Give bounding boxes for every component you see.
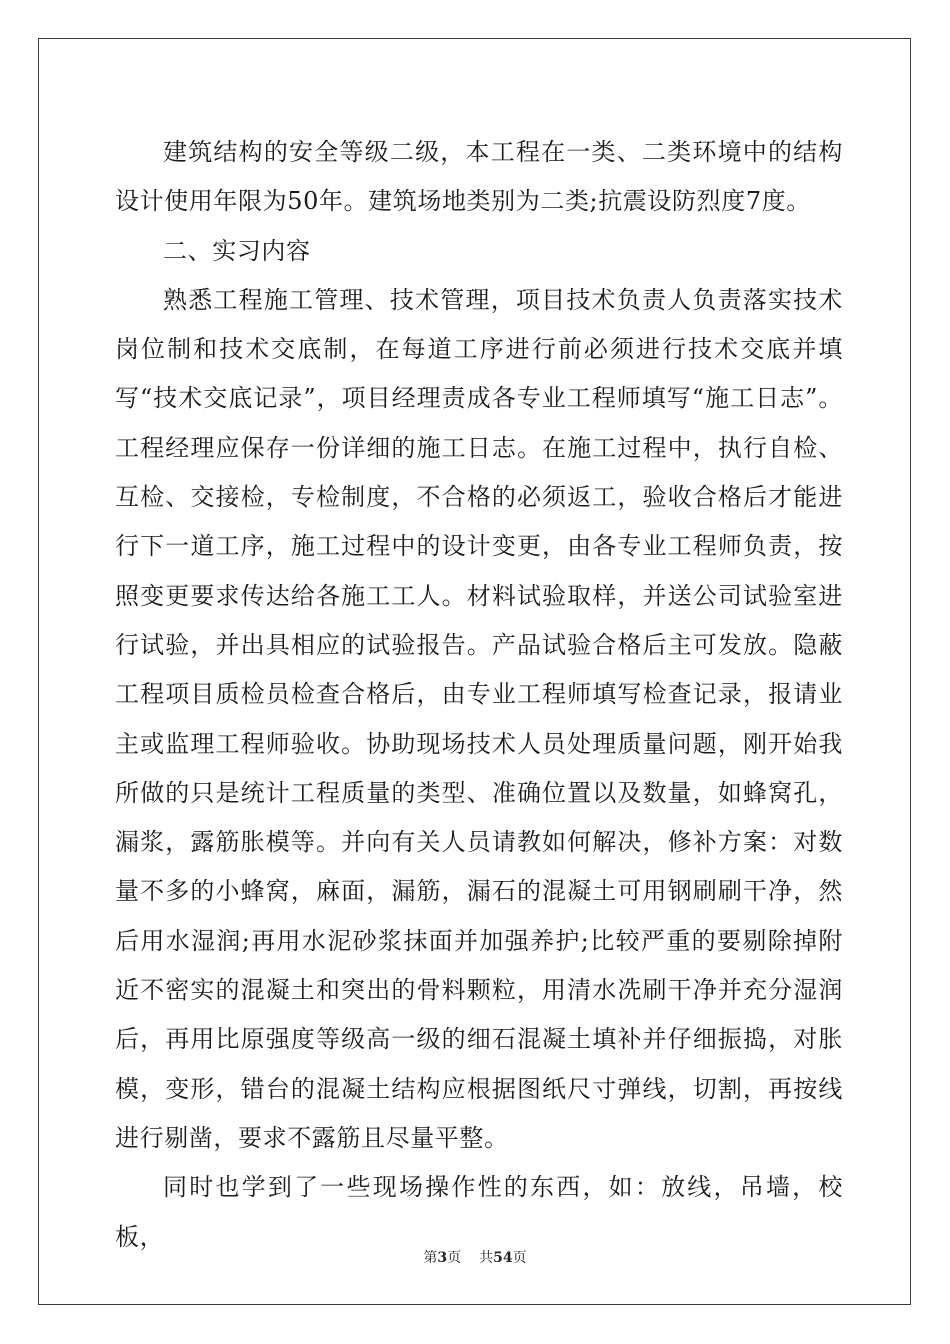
document-body xyxy=(115,128,843,1262)
page-prefix: 第 xyxy=(423,1250,438,1266)
section-heading-internship-content: 二、实习内容 xyxy=(163,236,311,265)
paragraph-construction-management: 熟悉工程施工管理、技术管理，项目技术负责人负责落实技术岗位制和技术交底制，在每道工序进行前必须进行技术交底并填写“技术交底记录”，项目经理责成各专业工程师填写“施工日志”。工程经理应保存一份详细的施工日志。在施工过程中，执行自检、互检、交接检，专检制度，不合格的必须返工，验收合格后才能进行下一道工序，施工过程中的设计变更，由各专业工程师负责，按照变更要求传达给各施工工人。材料试验取样，并送公司试验室进行试验，并出具相应的试验报告。产品试验合格后主可发放。隐蔽工程项目质检员检查合格后，由专业工程师填写检查记录，报请业主或监理工程师验收。协助现场技术人员处理质量问题，刚开始我所做的只是统计工程质量的类型、准确位置以及数量，如蜂窝孔，漏浆，露筋胀模等。并向有关人员请教如何解决，修补方案：对数量不多的小蜂窝，麻面，漏筋，漏石的混凝土可用钢刷刷干净，然后用水湿润;再用水泥砂浆抹面并加强养护;比较严重的要剔除掉附近不密实的混凝土和突出的骨料颗粒，用清水冼刷干净并充分湿润后，再用比原强度等级高一级的细石混凝土填补并仔细振捣，对胀模，变形，错台的混凝土结构应根据图纸尺寸弹线，切割，再按线进行剔凿，要求不露筋且尽量平整。 xyxy=(115,285,843,1152)
paragraph-site-operations: 同时也学到了一些现场操作性的东西，如：放线，吊墙，校板， xyxy=(115,1173,843,1251)
total-unit: 页 xyxy=(512,1250,527,1266)
paragraph-structure-safety: 建筑结构的安全等级二级，本工程在一类、二类环境中的结构设计使用年限为50年。建筑场地类别为二类;抗震设防烈度7度。 xyxy=(115,138,843,216)
page-footer xyxy=(0,1248,950,1268)
total-prefix: 共 xyxy=(479,1250,494,1266)
page-unit: 页 xyxy=(447,1250,462,1266)
page-total: 54 xyxy=(493,1250,513,1266)
page-current: 3 xyxy=(437,1250,448,1266)
